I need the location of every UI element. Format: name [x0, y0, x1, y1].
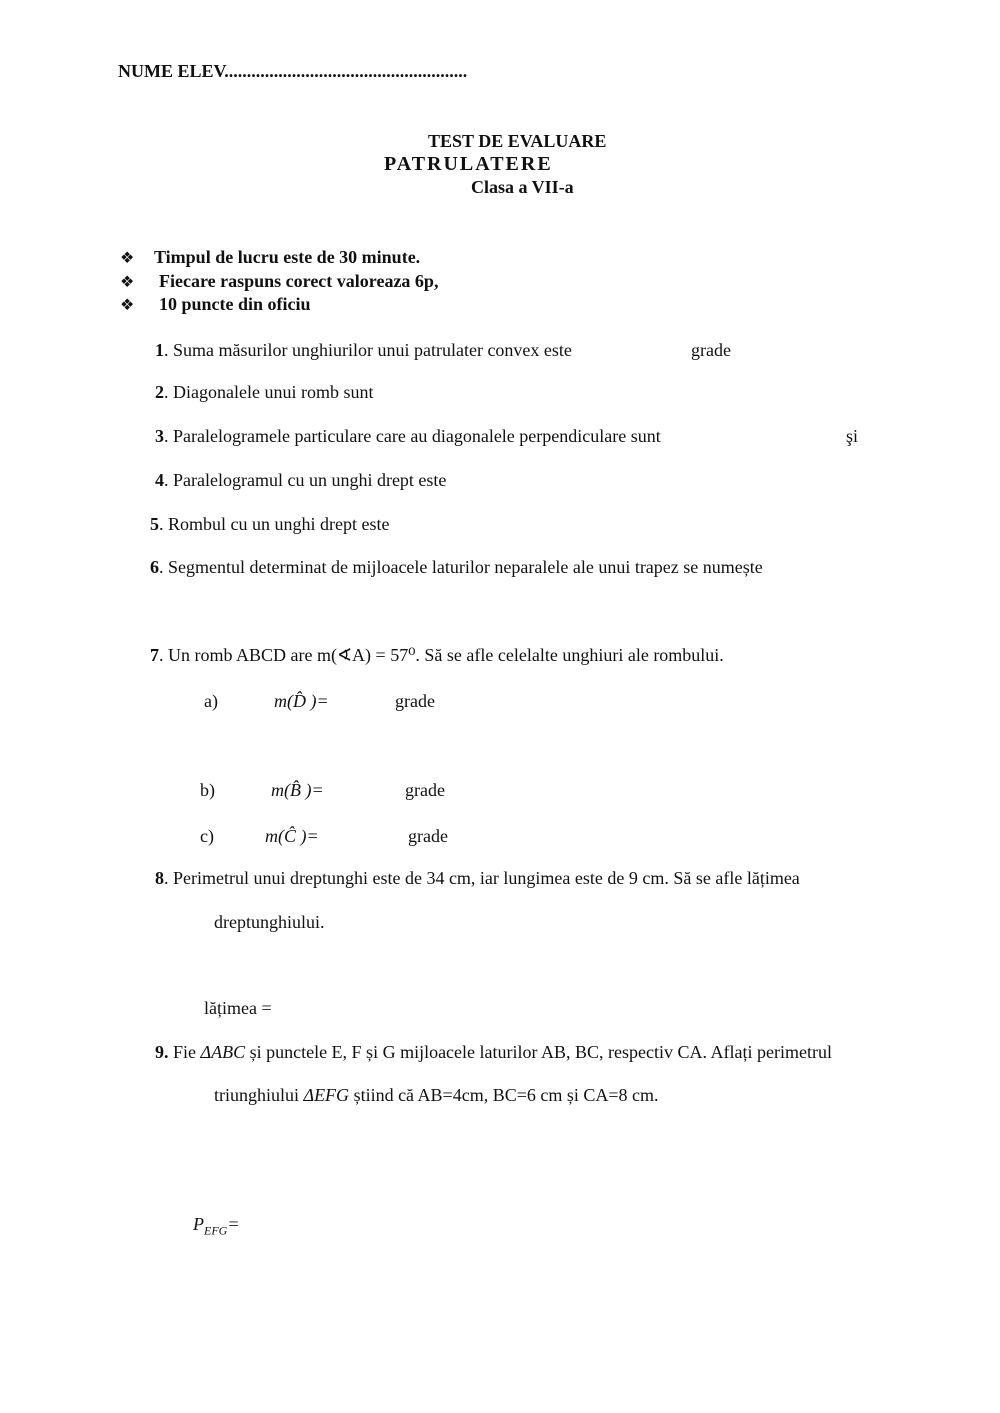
question-8	[155, 869, 800, 889]
instruction-item	[120, 248, 134, 268]
question-text: triunghiului	[214, 1085, 304, 1105]
question-9	[155, 1043, 832, 1063]
perimeter-answer-label	[193, 1215, 239, 1238]
question-3	[155, 427, 661, 447]
bullet-icon: ❖	[120, 274, 135, 291]
instruction-item	[120, 295, 134, 315]
question-text: . Perimetrul unui dreptunghi este de 34 cm, iar lungimea este de 9 cm. Să se afle lățimea	[164, 868, 800, 888]
question-4	[155, 471, 446, 491]
perimeter-subscript: EFG	[204, 1223, 228, 1238]
test-subject: PATRULATERE	[384, 153, 553, 175]
angle-unit: grade	[395, 691, 435, 711]
test-title: TEST DE EVALUARE	[428, 131, 607, 151]
question-number: 5	[150, 514, 159, 534]
width-answer-label: lățimea =	[204, 998, 272, 1018]
subquestion-label: b)	[200, 780, 215, 800]
question-8-continuation: dreptunghiului.	[214, 912, 325, 932]
angle-unit: grade	[408, 826, 448, 846]
question-3-conjunction: şi	[846, 426, 859, 446]
subquestion-label: c)	[200, 826, 214, 846]
question-number: 3	[155, 426, 164, 446]
instruction-text: 10 puncte din oficiu	[159, 294, 311, 314]
question-text: . Paralelogramele particulare care au diagonalele perpendiculare sunt	[164, 426, 661, 446]
instruction-text: Fiecare raspuns corect valoreaza 6p,	[159, 271, 439, 291]
question-text: și punctele E, F și G mijloacele laturilor AB, BC, respectiv CA. Aflați perimetrul	[245, 1042, 832, 1062]
triangle-abc: ΔABC	[200, 1042, 246, 1062]
question-text: . Rombul cu un unghi drept este	[159, 514, 390, 534]
question-1-unit: grade	[691, 340, 731, 360]
perimeter-equals: =	[227, 1214, 240, 1234]
angle-expression: m(B̂ )=	[271, 780, 324, 800]
question-text: . Diagonalele unui romb sunt	[164, 382, 374, 402]
subquestion-label: a)	[204, 691, 218, 711]
student-name-line: NUME ELEV......................................................	[118, 61, 468, 81]
question-text: . Segmentul determinat de mijloacele laturilor neparalele ale unui trapez se numește	[159, 557, 763, 577]
test-class: Clasa a VII-a	[471, 177, 574, 197]
question-number: 2	[155, 382, 164, 402]
question-number: 6	[150, 557, 159, 577]
question-text: Fie	[168, 1042, 201, 1062]
question-text: știind că AB=4cm, BC=6 cm și CA=8 cm.	[349, 1085, 659, 1105]
question-number: 1	[155, 340, 164, 360]
question-6	[150, 558, 763, 578]
angle-expression: m(D̂ )=	[274, 691, 329, 711]
question-9-continuation	[214, 1086, 659, 1106]
question-text: . Paralelogramul cu un unghi drept este	[164, 470, 447, 490]
question-number: 8	[155, 868, 164, 888]
question-7	[150, 646, 724, 666]
bullet-icon: ❖	[120, 250, 135, 267]
angle-unit: grade	[405, 780, 445, 800]
angle-expression: m(Ĉ )=	[265, 826, 319, 846]
triangle-efg: ΔEFG	[303, 1085, 350, 1105]
instruction-text: Timpul de lucru este de 30 minute.	[154, 247, 421, 267]
question-number: 4	[155, 470, 164, 490]
instruction-item	[120, 272, 134, 292]
bullet-icon: ❖	[120, 297, 135, 314]
question-5	[150, 515, 389, 535]
question-number: 9.	[155, 1042, 169, 1062]
question-1	[155, 341, 572, 361]
question-2	[155, 383, 373, 403]
question-text: . Suma măsurilor unghiurilor unui patrulater convex este	[164, 340, 572, 360]
question-number: 7	[150, 645, 159, 665]
perimeter-symbol: P	[193, 1214, 204, 1234]
question-text: . Un romb ABCD are m(∢A) = 57⁰. Să se afle celelalte unghiuri ale rombului.	[159, 645, 724, 665]
